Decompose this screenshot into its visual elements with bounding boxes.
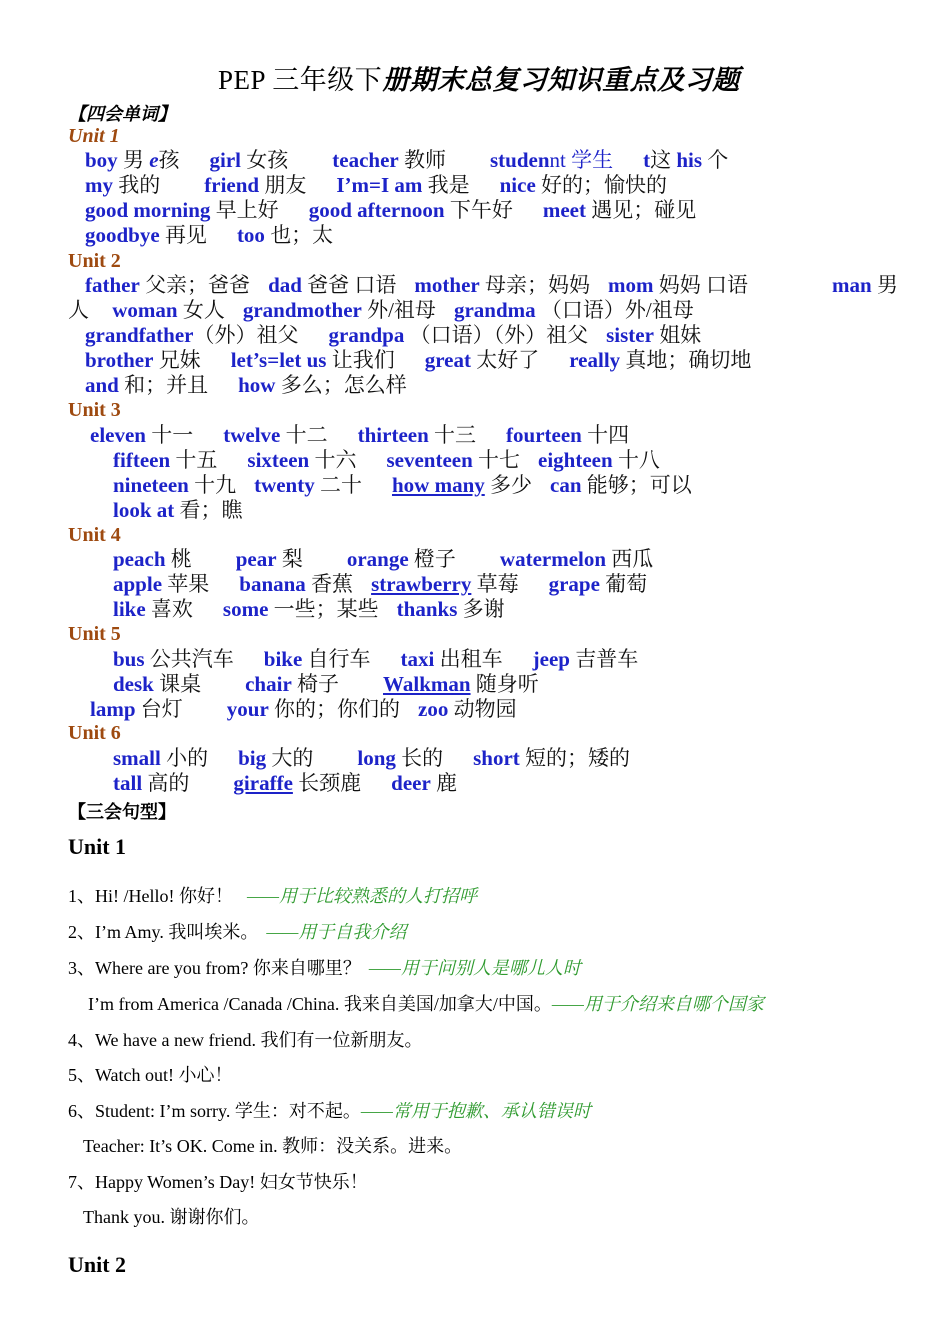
vocab-word: grandfather: [85, 323, 194, 347]
vocab-word: how many: [391, 473, 485, 497]
vocab-meaning: 你的；你们的: [268, 697, 401, 721]
vocab-meaning: 二十: [314, 473, 362, 497]
vocab-word: mom: [607, 273, 654, 297]
vocab-meaning: 母亲；妈妈: [479, 273, 590, 297]
vocab-word: look at: [113, 498, 175, 522]
vocab-word: your: [226, 697, 269, 721]
vocab-word: small: [113, 746, 161, 770]
sentence-line: [68, 884, 477, 908]
document-title: [218, 58, 740, 97]
vocab-meaning: 苹果: [162, 572, 210, 596]
vocab-unit-label: Unit 2: [68, 250, 121, 272]
vocab-line: boy 男 e孩 girl 女孩 teacher 教师 studennt 学生 t这 his 个: [85, 148, 729, 172]
vocab-line: [113, 746, 630, 771]
vocab-word: t: [643, 148, 651, 172]
vocab-meaning: 太好了: [470, 348, 540, 372]
vocab-line: [832, 273, 898, 298]
vocab-word: girl: [209, 148, 242, 172]
vocab-meaning: 真地；确切地: [620, 348, 752, 372]
vocab-meaning: 十五: [170, 448, 218, 472]
vocab-meaning: 随身听: [470, 672, 539, 696]
sentence-text: 3、Where are you from? 你来自哪里？: [68, 958, 361, 978]
vocab-meaning: 葡萄: [599, 572, 648, 596]
vocab-unit-label: Unit 1: [68, 125, 120, 147]
vocab-meaning: 喜欢: [145, 597, 193, 621]
usage-note: ——用于自我介绍: [266, 922, 407, 942]
vocab-line: [68, 298, 694, 323]
vocab-meaning: 十九: [188, 473, 237, 497]
vocab-line: [113, 572, 647, 597]
vocab-meaning: 自行车: [302, 647, 371, 671]
vocab-word: orange: [346, 547, 409, 571]
vocab-meaning: 梨: [276, 547, 303, 571]
vocab-meaning: 十四: [581, 423, 630, 447]
vocab-meaning: 这: [650, 148, 677, 172]
vocab-line: [85, 348, 751, 373]
vocab-line: [113, 771, 457, 796]
sentence-line: [68, 1063, 233, 1087]
vocab-meaning: 高的: [142, 771, 190, 795]
vocab-meaning: 动物园: [448, 697, 517, 721]
vocab-word: mother: [414, 273, 480, 297]
vocab-line: [113, 672, 539, 697]
sentence-text: 7、Happy Women’s Day! 妇女节快乐！: [68, 1172, 368, 1192]
vocab-meaning: 十七: [472, 448, 521, 472]
vocab-meaning: 小的: [160, 746, 209, 770]
vocab-meaning: 孩: [158, 148, 180, 172]
vocab-word: fifteen: [113, 448, 171, 472]
vocab-word: and: [85, 373, 119, 397]
vocab-line: [85, 273, 905, 298]
vocab-line: [113, 597, 505, 622]
vocab-meaning: 遇见；碰见: [586, 198, 697, 222]
vocab-meaning: 草莓: [471, 572, 519, 596]
vocab-meaning: 桃: [165, 547, 192, 571]
vocab-word: giraffe: [233, 771, 293, 795]
sentence-line: [68, 920, 406, 944]
vocab-word: strawberry: [371, 572, 472, 596]
vocab-unit-label: Unit 3: [68, 399, 121, 421]
sentence-text: 1、Hi! /Hello! 你好！: [68, 886, 233, 906]
vocab-meaning: 出租车: [434, 647, 503, 671]
vocab-meaning: 多少: [484, 473, 533, 497]
vocab-meaning: 早上好: [210, 198, 279, 222]
vocab-word: tall: [113, 771, 143, 795]
vocab-meaning: 好的；愉快的: [535, 173, 668, 197]
vocab-word: zoo: [418, 697, 449, 721]
vocab-meaning: 多谢: [457, 597, 505, 621]
sentence-line: [68, 1170, 368, 1194]
sentence-line: [68, 1099, 591, 1123]
sentence-text: I’m from America /Canada /China. 我来自美国/加拿大/中国。: [88, 994, 552, 1014]
vocab-meaning: 一些；某些: [268, 597, 379, 621]
vocab-meaning: （口语）（外）祖父: [404, 323, 589, 347]
vocab-line: [113, 498, 243, 523]
vocab-word: seventeen: [386, 448, 473, 472]
vocab-line: [85, 373, 407, 398]
vocab-word: good afternoon: [308, 198, 445, 222]
vocab-meaning: 朋友: [259, 173, 307, 197]
vocab-word: grandma: [453, 298, 536, 322]
vocab-word: long: [357, 746, 396, 770]
sentence-text: 6、Student: I’m sorry. 学生：对不起。: [68, 1101, 361, 1121]
vocab-word: taxi: [400, 647, 435, 671]
sentence-text: 2、I’m Amy. 我叫埃米。: [68, 922, 259, 942]
vocab-meaning: 下午好: [444, 198, 513, 222]
usage-note: ——常用于抱歉、承认错误时: [360, 1101, 591, 1121]
vocab-meaning: 能够；可以: [581, 473, 692, 497]
vocab-line: [85, 198, 696, 223]
vocab-word: big: [238, 746, 267, 770]
vocab-meaning: （外）祖父: [193, 323, 299, 347]
vocab-word: really: [569, 348, 621, 372]
vocab-word: chair: [245, 672, 292, 696]
vocab-word: lamp: [90, 697, 136, 721]
vocab-word: boy: [85, 148, 118, 172]
vocab-word: some: [222, 597, 269, 621]
usage-note: ——用于比较熟悉的人打招呼: [246, 886, 477, 906]
vocab-meaning: 也；太: [264, 223, 334, 247]
vocab-meaning: （口语）外/祖母: [535, 298, 694, 322]
sentence-line: [83, 1134, 462, 1158]
usage-note: ——用于问别人是哪儿人时: [368, 958, 581, 978]
vocab-word: jeep: [532, 647, 570, 671]
vocab-word: woman: [112, 298, 178, 322]
sentence-text: Teacher: It’s OK. Come in. 教师：没关系。进来。: [83, 1136, 463, 1156]
sentence-line: [88, 992, 764, 1016]
vocab-meaning: 让我们: [326, 348, 395, 372]
vocab-word: I’m=I am: [336, 173, 423, 197]
vocab-line: [85, 223, 333, 248]
vocab-line: [90, 423, 629, 448]
vocab-meaning: 外/祖母: [361, 298, 436, 322]
vocab-meaning: 爸爸 口语: [301, 273, 397, 297]
vocab-line: [85, 323, 701, 348]
vocab-word: grandmother: [242, 298, 362, 322]
vocab-meaning: 长的: [395, 746, 444, 770]
vocab-word: desk: [113, 672, 154, 696]
vocab-word: dad: [268, 273, 302, 297]
vocab-word: good morning: [85, 198, 211, 222]
vocab-word: grape: [548, 572, 600, 596]
vocab-word: teacher: [332, 148, 399, 172]
vocab-meaning: 教师: [398, 148, 446, 172]
vocab-meaning: 多么；怎么样: [275, 373, 407, 397]
vocab-meaning: 妈妈 口语: [653, 273, 748, 297]
vocab-word: meet: [542, 198, 586, 222]
sentence-text: Thank you. 谢谢你们。: [83, 1207, 260, 1227]
vocab-meaning: 十八: [612, 448, 660, 472]
vocab-word: great: [424, 348, 471, 372]
vocab-word: father: [85, 273, 140, 297]
vocab-word: banana: [239, 572, 306, 596]
vocab-meaning: 和；并且: [118, 373, 209, 397]
vocab-word: man: [832, 273, 872, 297]
vocab-meaning: 人: [68, 298, 95, 322]
vocab-meaning: 长颈鹿: [292, 771, 362, 795]
vocab-word: nineteen: [113, 473, 189, 497]
vocab-word: my: [85, 173, 113, 197]
vocab-meaning: 看；瞧: [174, 498, 243, 522]
vocab-line: [113, 448, 660, 473]
vocab-word: thirteen: [357, 423, 429, 447]
vocab-meaning: 女人: [177, 298, 225, 322]
vocab-meaning: 鹿: [430, 771, 458, 795]
vocab-unit-label: Unit 4: [68, 524, 121, 546]
vocab-line: [85, 173, 667, 198]
vocab-word: Walkman: [383, 672, 471, 696]
vocab-word: studen: [489, 148, 550, 172]
vocab-word: deer: [391, 771, 431, 795]
sentence-unit-label: Unit 2: [68, 1252, 127, 1277]
vocab-word: pear: [235, 547, 277, 571]
vocab-word: twenty: [254, 473, 315, 497]
sentence-line: [83, 1205, 259, 1229]
vocab-meaning: 女孩: [241, 148, 289, 172]
vocab-word: friend: [204, 173, 260, 197]
sentence-line: [68, 956, 581, 980]
vocab-meaning: 西瓜: [606, 547, 654, 571]
vocab-word: fourteen: [506, 423, 582, 447]
sentence-line: [68, 1028, 422, 1052]
vocab-word: like: [113, 597, 146, 621]
vocab-line: [113, 547, 653, 572]
vocab-word: bike: [263, 647, 303, 671]
vocab-word: thanks: [396, 597, 458, 621]
usage-note: ——用于介绍来自哪个国家: [551, 994, 764, 1014]
vocab-word: goodbye: [85, 223, 160, 247]
vocab-meaning: 十二: [280, 423, 328, 447]
vocab-meaning: 橙子: [408, 547, 456, 571]
vocab-meaning: 吉普车: [569, 647, 639, 671]
vocab-meaning: 男: [871, 273, 898, 297]
vocab-unit-label: Unit 5: [68, 623, 121, 645]
vocab-word: can: [550, 473, 582, 497]
vocab-word: grandpa: [328, 323, 405, 347]
vocab-word: apple: [113, 572, 163, 596]
vocab-meaning: 十一: [145, 423, 194, 447]
vocab-line: [90, 697, 517, 722]
vocab-word: eighteen: [538, 448, 613, 472]
vocab-meaning: 再见: [159, 223, 207, 247]
vocab-meaning: 兄妹: [153, 348, 201, 372]
vocab-meaning: 我的: [113, 173, 161, 197]
vocab-meaning: 十六: [309, 448, 357, 472]
vocab-meaning: 大的: [266, 746, 314, 770]
vocab-meaning: 十三: [428, 423, 477, 447]
vocab-line: [113, 647, 638, 672]
vocab-meaning: 台灯: [135, 697, 183, 721]
vocab-word: watermelon: [499, 547, 607, 571]
vocab-meaning: 我是: [422, 173, 470, 197]
vocab-word: nice: [499, 173, 536, 197]
vocab-meaning: 香蕉: [305, 572, 354, 596]
vocab-meaning: 姐妹: [653, 323, 702, 347]
sentence-unit-label: Unit 1: [68, 834, 127, 859]
vocab-word: let’s=let us: [230, 348, 327, 372]
vocab-word: too: [236, 223, 265, 247]
vocab-meaning: 个: [702, 148, 729, 172]
vocab-word: brother: [85, 348, 154, 372]
vocab-unit-label: Unit 6: [68, 722, 121, 744]
vocab-word: bus: [113, 647, 145, 671]
vocab-meaning: 父亲；爸爸: [139, 273, 251, 297]
vocab-heading: 【四会单词】: [68, 104, 176, 124]
vocab-meaning: 公共汽车: [144, 647, 234, 671]
vocab-meaning: 男: [117, 148, 150, 172]
vocab-word: peach: [113, 547, 166, 571]
vocab-meaning: 课桌: [153, 672, 202, 696]
vocab-word: sister: [606, 323, 654, 347]
sentence-heading: 【三会句型】: [68, 802, 176, 822]
sentence-text: 5、Watch out! 小心！: [68, 1065, 233, 1085]
sentence-text: 4、We have a new friend. 我们有一位新朋友。: [68, 1030, 423, 1050]
vocab-word: short: [473, 746, 520, 770]
vocab-word: e: [149, 148, 159, 172]
vocab-word: eleven: [90, 423, 146, 447]
vocab-word: his: [676, 148, 703, 172]
vocab-line: [113, 473, 692, 498]
title-plain: PEP 三年级下: [218, 65, 383, 95]
vocab-word: twelve: [223, 423, 281, 447]
vocab-word: sixteen: [247, 448, 310, 472]
title-italic: 册期末总复习知识重点及习题: [382, 65, 740, 95]
vocab-meaning: 短的；矮的: [519, 746, 631, 770]
vocab-meaning: 椅子: [291, 672, 340, 696]
vocab-word: how: [238, 373, 276, 397]
